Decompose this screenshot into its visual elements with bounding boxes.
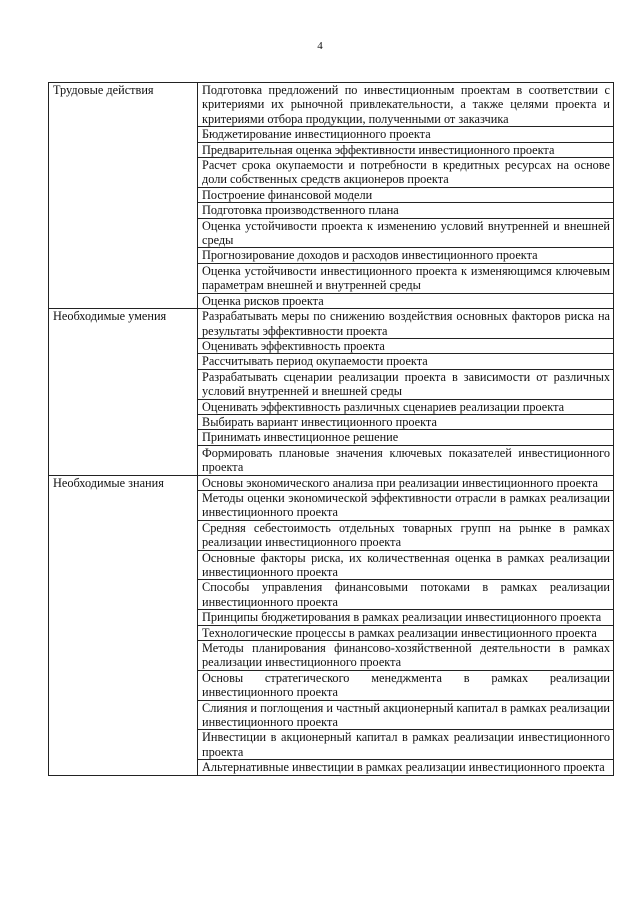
table-cell: Способы управления финансовыми потоками в рамках реализации инвестиционного проекта	[198, 580, 614, 610]
table-cell: Оценка устойчивости проекта к изменению условий внутренней и внешней среды	[198, 218, 614, 248]
table-cell: Подготовка предложений по инвестиционным проектам в соответствии с критериями их рыночной привлекательности, а также целями проекта и критериями отбора продукции, полученными от заказчика	[198, 83, 614, 127]
table-cell: Слияния и поглощения и частный акционерный капитал в рамках реализации инвестиционного проекта	[198, 700, 614, 730]
table-cell: Разрабатывать сценарии реализации проекта в зависимости от различных условий внутренней и внешней среды	[198, 369, 614, 399]
table-cell: Средняя себестоимость отдельных товарных групп на рынке в рамках реализации инвестиционного проекта	[198, 520, 614, 550]
section-label-required-skills: Необходимые умения	[49, 309, 198, 475]
table-cell: Формировать плановые значения ключевых показателей инвестиционного проекта	[198, 445, 614, 475]
qualification-table	[48, 82, 614, 776]
table-cell: Альтернативные инвестиции в рамках реализации инвестиционного проекта	[198, 760, 614, 775]
table-cell: Основы экономического анализа при реализации инвестиционного проекта	[198, 475, 614, 490]
table-cell: Основные факторы риска, их количественная оценка в рамках реализации инвестиционного проекта	[198, 550, 614, 580]
table-cell: Подготовка производственного плана	[198, 203, 614, 218]
table-cell: Расчет срока окупаемости и потребности в кредитных ресурсах на основе доли собственных средств акционеров проекта	[198, 158, 614, 188]
table-row	[49, 83, 614, 127]
table-cell: Оценка рисков проекта	[198, 293, 614, 308]
page-number: 4	[317, 40, 323, 52]
table-row	[49, 309, 614, 339]
table-cell: Методы оценки экономической эффективности отрасли в рамках реализации инвестиционного проекта	[198, 490, 614, 520]
table-cell: Выбирать вариант инвестиционного проекта	[198, 414, 614, 429]
table-cell: Принимать инвестиционное решение	[198, 430, 614, 445]
table-cell: Принципы бюджетирования в рамках реализации инвестиционного проекта	[198, 610, 614, 625]
table-cell: Основы стратегического менеджмента в рамках реализации инвестиционного проекта	[198, 670, 614, 700]
section-label-labor-actions: Трудовые действия	[49, 83, 198, 309]
table-cell: Оценивать эффективность проекта	[198, 338, 614, 353]
table-cell: Прогнозирование доходов и расходов инвестиционного проекта	[198, 248, 614, 263]
table-cell: Разрабатывать меры по снижению воздействия основных факторов риска на результаты эффективности проекта	[198, 309, 614, 339]
table-cell: Построение финансовой модели	[198, 187, 614, 202]
table-cell: Оценка устойчивости инвестиционного проекта к изменяющимся ключевым параметрам внешней и внутренней среды	[198, 263, 614, 293]
table-cell: Предварительная оценка эффективности инвестиционного проекта	[198, 142, 614, 157]
section-label-required-knowledge: Необходимые знания	[49, 475, 198, 775]
table-cell: Оценивать эффективность различных сценариев реализации проекта	[198, 399, 614, 414]
table-cell: Инвестиции в акционерный капитал в рамках реализации инвестиционного проекта	[198, 730, 614, 760]
table-cell: Методы планирования финансово-хозяйственной деятельности в рамках реализации инвестиционного проекта	[198, 641, 614, 671]
table-cell: Рассчитывать период окупаемости проекта	[198, 354, 614, 369]
table-cell: Бюджетирование инвестиционного проекта	[198, 127, 614, 142]
table-row	[49, 475, 614, 490]
table-cell: Технологические процессы в рамках реализации инвестиционного проекта	[198, 625, 614, 640]
